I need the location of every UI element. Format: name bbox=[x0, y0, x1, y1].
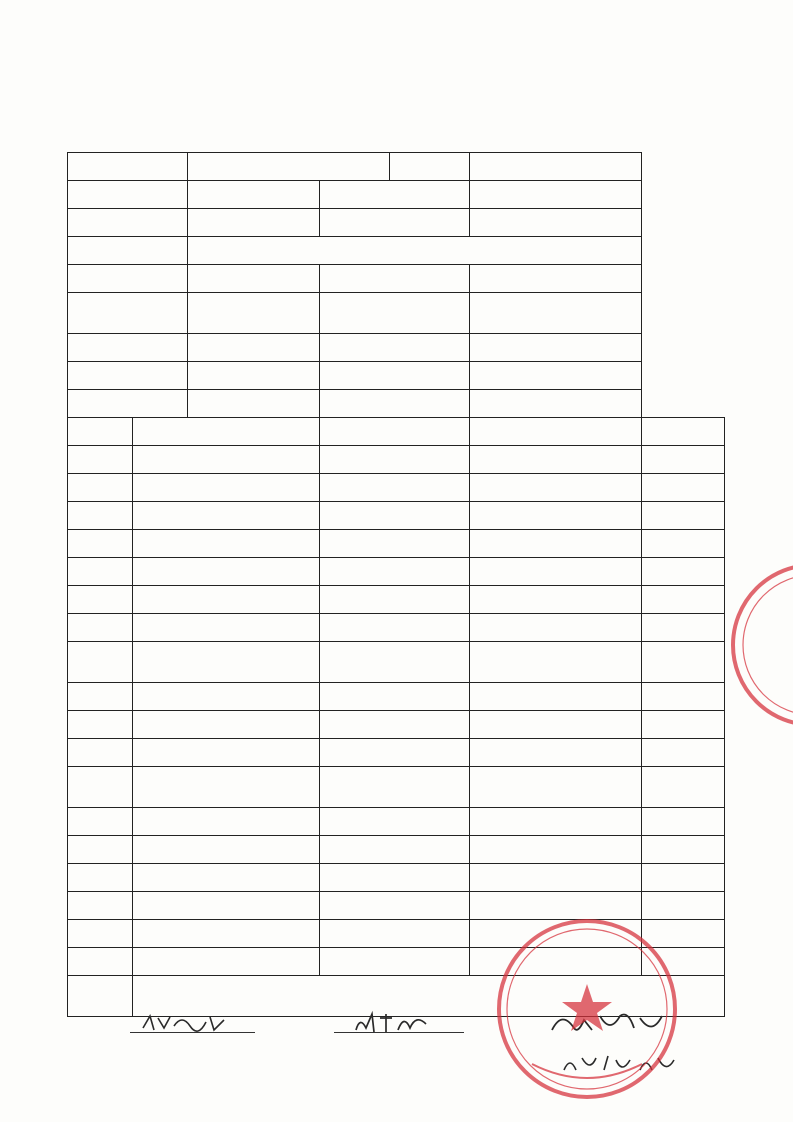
sample-type-value bbox=[188, 153, 390, 181]
result-no bbox=[68, 711, 133, 739]
result-value bbox=[320, 474, 470, 502]
empty-slash-cell bbox=[320, 265, 470, 293]
empty-slash-cell bbox=[642, 767, 725, 808]
result-no bbox=[68, 739, 133, 767]
official-seal-stamp bbox=[492, 914, 682, 1104]
result-item bbox=[133, 683, 320, 711]
result-limit bbox=[470, 502, 642, 530]
result-limit bbox=[470, 739, 642, 767]
result-value bbox=[320, 920, 470, 948]
result-limit bbox=[470, 808, 642, 836]
empty-slash-cell bbox=[470, 390, 642, 418]
result-item bbox=[133, 614, 320, 642]
empty-slash-cell bbox=[642, 711, 725, 739]
result-value bbox=[320, 586, 470, 614]
empty-slash-cell bbox=[642, 642, 725, 683]
result-value bbox=[320, 808, 470, 836]
result-value bbox=[320, 502, 470, 530]
result-no bbox=[68, 864, 133, 892]
result-item bbox=[133, 948, 320, 976]
empty-slash-cell bbox=[642, 418, 725, 446]
empty-slash-cell bbox=[642, 530, 725, 558]
empty-slash-cell bbox=[642, 836, 725, 864]
reviewer-signature bbox=[352, 1010, 432, 1036]
sample-traits-label bbox=[68, 390, 188, 418]
table-row bbox=[68, 642, 725, 683]
remarks-label bbox=[68, 976, 133, 1017]
table-row bbox=[68, 739, 725, 767]
table-row bbox=[68, 474, 725, 502]
result-limit bbox=[470, 864, 642, 892]
result-limit bbox=[470, 711, 642, 739]
empty-slash-cell bbox=[320, 334, 470, 362]
result-item bbox=[133, 808, 320, 836]
result-item bbox=[133, 558, 320, 586]
table-row bbox=[68, 530, 725, 558]
item-count-label bbox=[320, 209, 470, 237]
table-row bbox=[68, 614, 725, 642]
analysis-date-label bbox=[320, 181, 470, 209]
result-limit bbox=[470, 642, 642, 683]
result-item bbox=[133, 711, 320, 739]
column-header-item bbox=[133, 418, 320, 446]
sample-type-label bbox=[68, 153, 188, 181]
result-limit bbox=[470, 474, 642, 502]
table-row bbox=[68, 558, 725, 586]
result-value bbox=[320, 711, 470, 739]
result-limit bbox=[470, 614, 642, 642]
result-no bbox=[68, 474, 133, 502]
result-item bbox=[133, 767, 320, 808]
empty-slash-cell bbox=[642, 558, 725, 586]
result-limit bbox=[470, 530, 642, 558]
sampling-time-label bbox=[68, 334, 188, 362]
sampling-point-label bbox=[68, 265, 188, 293]
result-no bbox=[68, 948, 133, 976]
empty-slash-cell bbox=[470, 334, 642, 362]
result-value bbox=[320, 642, 470, 683]
table-row bbox=[68, 808, 725, 836]
coordinates-value bbox=[188, 293, 320, 334]
result-value bbox=[320, 530, 470, 558]
result-no bbox=[68, 502, 133, 530]
result-no bbox=[68, 808, 133, 836]
empty-slash-cell bbox=[642, 586, 725, 614]
item-count-value bbox=[470, 209, 642, 237]
empty-slash-cell bbox=[642, 502, 725, 530]
empty-slash-cell bbox=[642, 739, 725, 767]
address-label bbox=[68, 237, 188, 265]
sampling-point-value bbox=[188, 265, 320, 293]
empty-slash-cell bbox=[320, 362, 470, 390]
table-row bbox=[68, 864, 725, 892]
result-item bbox=[133, 739, 320, 767]
empty-slash-cell bbox=[320, 293, 470, 334]
sample-traits-value bbox=[188, 390, 320, 418]
result-limit bbox=[470, 683, 642, 711]
result-no bbox=[68, 446, 133, 474]
empty-slash-cell bbox=[470, 265, 642, 293]
result-value bbox=[320, 446, 470, 474]
sample-count-label bbox=[68, 209, 188, 237]
sampling-date-label bbox=[68, 181, 188, 209]
result-item bbox=[133, 892, 320, 920]
result-no bbox=[68, 767, 133, 808]
table-row bbox=[68, 586, 725, 614]
empty-slash-cell bbox=[642, 474, 725, 502]
analysis-date-value bbox=[470, 181, 642, 209]
column-header-no bbox=[68, 418, 133, 446]
result-value bbox=[320, 836, 470, 864]
result-value bbox=[320, 767, 470, 808]
result-limit bbox=[470, 558, 642, 586]
empty-slash-cell bbox=[470, 362, 642, 390]
empty-slash-cell bbox=[642, 864, 725, 892]
sample-code-label bbox=[68, 362, 188, 390]
column-header-result bbox=[320, 418, 470, 446]
sample-source-label bbox=[390, 153, 470, 181]
result-value bbox=[320, 614, 470, 642]
result-no bbox=[68, 642, 133, 683]
result-no bbox=[68, 920, 133, 948]
coordinates-label bbox=[68, 293, 188, 334]
result-item bbox=[133, 864, 320, 892]
result-limit bbox=[470, 767, 642, 808]
empty-slash-cell bbox=[470, 293, 642, 334]
result-no bbox=[68, 614, 133, 642]
result-no bbox=[68, 836, 133, 864]
result-value bbox=[320, 892, 470, 920]
result-item bbox=[133, 446, 320, 474]
result-limit bbox=[470, 586, 642, 614]
result-no bbox=[68, 586, 133, 614]
table-row bbox=[68, 502, 725, 530]
sample-count-value bbox=[188, 209, 320, 237]
sample-code-value bbox=[188, 362, 320, 390]
empty-slash-cell bbox=[642, 446, 725, 474]
edge-seal-stamp bbox=[723, 560, 793, 730]
result-item bbox=[133, 642, 320, 683]
table-row bbox=[68, 446, 725, 474]
result-limit bbox=[470, 836, 642, 864]
editor-signature bbox=[140, 1012, 230, 1034]
table-row bbox=[68, 711, 725, 739]
empty-slash-cell bbox=[320, 390, 470, 418]
table-row bbox=[68, 683, 725, 711]
result-item bbox=[133, 586, 320, 614]
result-value bbox=[320, 864, 470, 892]
empty-slash-cell bbox=[642, 614, 725, 642]
result-value bbox=[320, 558, 470, 586]
result-value bbox=[320, 739, 470, 767]
result-limit bbox=[470, 446, 642, 474]
sample-source-value bbox=[470, 153, 642, 181]
table-row bbox=[68, 767, 725, 808]
empty-slash-cell bbox=[642, 683, 725, 711]
empty-slash-cell bbox=[642, 808, 725, 836]
result-item bbox=[133, 836, 320, 864]
result-item bbox=[133, 920, 320, 948]
result-no bbox=[68, 683, 133, 711]
result-item bbox=[133, 502, 320, 530]
result-no bbox=[68, 892, 133, 920]
sampling-date-value bbox=[188, 181, 320, 209]
report-table bbox=[67, 152, 725, 1017]
result-value bbox=[320, 683, 470, 711]
address-value bbox=[188, 237, 642, 265]
table-row bbox=[68, 836, 725, 864]
result-item bbox=[133, 530, 320, 558]
sampling-time-value bbox=[188, 334, 320, 362]
column-header-limit bbox=[470, 418, 642, 446]
result-no bbox=[68, 558, 133, 586]
result-value bbox=[320, 948, 470, 976]
result-item bbox=[133, 474, 320, 502]
result-no bbox=[68, 530, 133, 558]
